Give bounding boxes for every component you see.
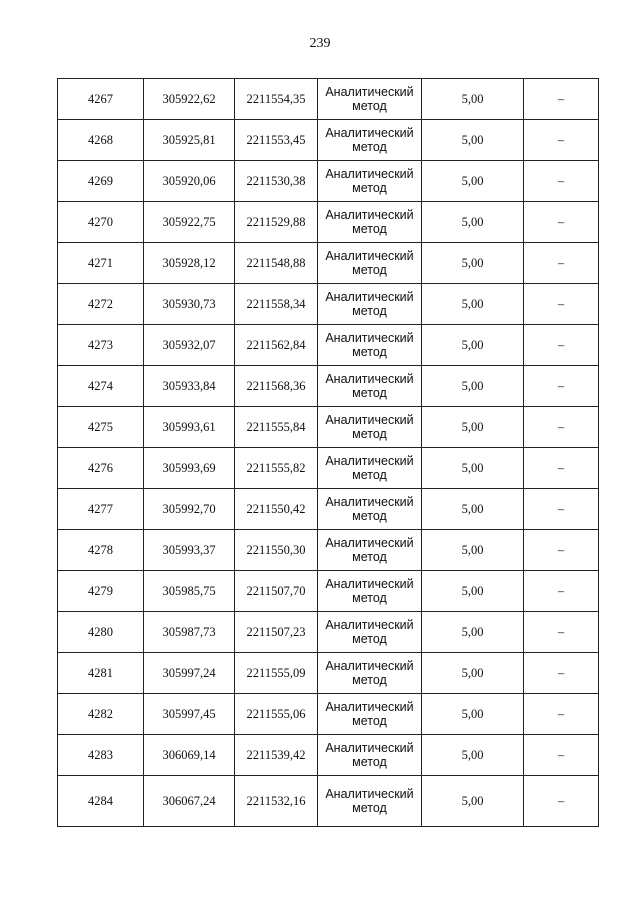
note-cell: – xyxy=(524,448,599,489)
x-coordinate-cell: 305920,06 xyxy=(144,161,235,202)
method-cell xyxy=(318,694,422,735)
accuracy-cell: 5,00 xyxy=(422,530,524,571)
method-line-1: Аналитический xyxy=(325,787,414,801)
method-line-1: Аналитический xyxy=(325,659,414,673)
y-coordinate-cell: 2211555,06 xyxy=(235,694,318,735)
accuracy-cell: 5,00 xyxy=(422,776,524,827)
method-cell xyxy=(318,448,422,489)
method-cell xyxy=(318,735,422,776)
x-coordinate-cell: 305997,45 xyxy=(144,694,235,735)
note-cell: – xyxy=(524,694,599,735)
method-line-1: Аналитический xyxy=(325,700,414,714)
point-number-cell: 4272 xyxy=(58,284,144,325)
accuracy-cell: 5,00 xyxy=(422,407,524,448)
method-line-2: метод xyxy=(352,550,387,564)
method-cell xyxy=(318,284,422,325)
method-line-2: метод xyxy=(352,591,387,605)
y-coordinate-cell: 2211550,42 xyxy=(235,489,318,530)
point-number-cell: 4273 xyxy=(58,325,144,366)
note-cell: – xyxy=(524,776,599,827)
method-line-2: метод xyxy=(352,673,387,687)
method-cell xyxy=(318,243,422,284)
x-coordinate-cell: 305997,24 xyxy=(144,653,235,694)
method-line-1: Аналитический xyxy=(325,331,414,345)
method-cell xyxy=(318,366,422,407)
note-cell: – xyxy=(524,489,599,530)
method-line-1: Аналитический xyxy=(325,741,414,755)
note-cell: – xyxy=(524,366,599,407)
table-row xyxy=(58,530,599,571)
method-line-2: метод xyxy=(352,181,387,195)
table-body xyxy=(58,79,599,827)
table-row xyxy=(58,161,599,202)
method-line-2: метод xyxy=(352,714,387,728)
table-row xyxy=(58,448,599,489)
y-coordinate-cell: 2211529,88 xyxy=(235,202,318,243)
note-cell: – xyxy=(524,161,599,202)
point-number-cell: 4268 xyxy=(58,120,144,161)
y-coordinate-cell: 2211539,42 xyxy=(235,735,318,776)
table-row xyxy=(58,694,599,735)
table-row xyxy=(58,571,599,612)
note-cell: – xyxy=(524,284,599,325)
method-line-2: метод xyxy=(352,509,387,523)
note-cell: – xyxy=(524,735,599,776)
note-cell: – xyxy=(524,407,599,448)
method-line-2: метод xyxy=(352,468,387,482)
accuracy-cell: 5,00 xyxy=(422,325,524,366)
point-number-cell: 4283 xyxy=(58,735,144,776)
table-row xyxy=(58,612,599,653)
y-coordinate-cell: 2211550,30 xyxy=(235,530,318,571)
note-cell: – xyxy=(524,571,599,612)
accuracy-cell: 5,00 xyxy=(422,161,524,202)
table-row xyxy=(58,243,599,284)
table-row xyxy=(58,202,599,243)
note-cell: – xyxy=(524,120,599,161)
method-line-2: метод xyxy=(352,263,387,277)
table-row xyxy=(58,366,599,407)
method-line-1: Аналитический xyxy=(325,618,414,632)
x-coordinate-cell: 305985,75 xyxy=(144,571,235,612)
method-line-2: метод xyxy=(352,801,387,815)
y-coordinate-cell: 2211562,84 xyxy=(235,325,318,366)
note-cell: – xyxy=(524,243,599,284)
method-cell xyxy=(318,489,422,530)
x-coordinate-cell: 305933,84 xyxy=(144,366,235,407)
accuracy-cell: 5,00 xyxy=(422,120,524,161)
method-line-1: Аналитический xyxy=(325,413,414,427)
table-row xyxy=(58,653,599,694)
note-cell: – xyxy=(524,530,599,571)
accuracy-cell: 5,00 xyxy=(422,489,524,530)
x-coordinate-cell: 305930,73 xyxy=(144,284,235,325)
x-coordinate-cell: 305992,70 xyxy=(144,489,235,530)
point-number-cell: 4281 xyxy=(58,653,144,694)
y-coordinate-cell: 2211558,34 xyxy=(235,284,318,325)
table-row xyxy=(58,120,599,161)
method-line-1: Аналитический xyxy=(325,577,414,591)
point-number-cell: 4279 xyxy=(58,571,144,612)
y-coordinate-cell: 2211568,36 xyxy=(235,366,318,407)
point-number-cell: 4274 xyxy=(58,366,144,407)
method-cell xyxy=(318,79,422,120)
method-cell xyxy=(318,530,422,571)
accuracy-cell: 5,00 xyxy=(422,284,524,325)
point-number-cell: 4269 xyxy=(58,161,144,202)
table-row xyxy=(58,735,599,776)
y-coordinate-cell: 2211555,84 xyxy=(235,407,318,448)
accuracy-cell: 5,00 xyxy=(422,366,524,407)
y-coordinate-cell: 2211555,82 xyxy=(235,448,318,489)
method-line-2: метод xyxy=(352,99,387,113)
method-line-1: Аналитический xyxy=(325,85,414,99)
point-number-cell: 4271 xyxy=(58,243,144,284)
method-line-1: Аналитический xyxy=(325,290,414,304)
method-line-1: Аналитический xyxy=(325,495,414,509)
method-line-2: метод xyxy=(352,386,387,400)
method-line-1: Аналитический xyxy=(325,126,414,140)
method-cell xyxy=(318,776,422,827)
y-coordinate-cell: 2211548,88 xyxy=(235,243,318,284)
method-line-1: Аналитический xyxy=(325,454,414,468)
note-cell: – xyxy=(524,653,599,694)
method-cell xyxy=(318,325,422,366)
method-line-2: метод xyxy=(352,632,387,646)
accuracy-cell: 5,00 xyxy=(422,694,524,735)
note-cell: – xyxy=(524,202,599,243)
table-row xyxy=(58,407,599,448)
method-line-2: метод xyxy=(352,222,387,236)
x-coordinate-cell: 305932,07 xyxy=(144,325,235,366)
y-coordinate-cell: 2211532,16 xyxy=(235,776,318,827)
note-cell: – xyxy=(524,612,599,653)
method-cell xyxy=(318,120,422,161)
accuracy-cell: 5,00 xyxy=(422,612,524,653)
table-row xyxy=(58,79,599,120)
method-line-2: метод xyxy=(352,304,387,318)
accuracy-cell: 5,00 xyxy=(422,243,524,284)
point-number-cell: 4270 xyxy=(58,202,144,243)
method-line-1: Аналитический xyxy=(325,536,414,550)
method-cell xyxy=(318,202,422,243)
method-cell xyxy=(318,653,422,694)
x-coordinate-cell: 306069,14 xyxy=(144,735,235,776)
accuracy-cell: 5,00 xyxy=(422,653,524,694)
method-line-1: Аналитический xyxy=(325,167,414,181)
x-coordinate-cell: 305922,75 xyxy=(144,202,235,243)
point-number-cell: 4275 xyxy=(58,407,144,448)
x-coordinate-cell: 305928,12 xyxy=(144,243,235,284)
point-number-cell: 4278 xyxy=(58,530,144,571)
page-number: 239 xyxy=(309,36,331,51)
point-number-cell: 4276 xyxy=(58,448,144,489)
y-coordinate-cell: 2211553,45 xyxy=(235,120,318,161)
method-line-1: Аналитический xyxy=(325,208,414,222)
x-coordinate-cell: 305922,62 xyxy=(144,79,235,120)
method-line-2: метод xyxy=(352,427,387,441)
point-number-cell: 4280 xyxy=(58,612,144,653)
x-coordinate-cell: 305993,69 xyxy=(144,448,235,489)
x-coordinate-cell: 305993,37 xyxy=(144,530,235,571)
method-cell xyxy=(318,612,422,653)
method-line-1: Аналитический xyxy=(325,372,414,386)
point-number-cell: 4267 xyxy=(58,79,144,120)
method-line-2: метод xyxy=(352,345,387,359)
coordinates-table xyxy=(57,78,599,827)
note-cell: – xyxy=(524,79,599,120)
method-cell xyxy=(318,407,422,448)
point-number-cell: 4282 xyxy=(58,694,144,735)
y-coordinate-cell: 2211554,35 xyxy=(235,79,318,120)
x-coordinate-cell: 305987,73 xyxy=(144,612,235,653)
x-coordinate-cell: 306067,24 xyxy=(144,776,235,827)
y-coordinate-cell: 2211507,23 xyxy=(235,612,318,653)
method-line-1: Аналитический xyxy=(325,249,414,263)
x-coordinate-cell: 305925,81 xyxy=(144,120,235,161)
method-cell xyxy=(318,161,422,202)
point-number-cell: 4284 xyxy=(58,776,144,827)
table-row xyxy=(58,489,599,530)
accuracy-cell: 5,00 xyxy=(422,571,524,612)
method-cell xyxy=(318,571,422,612)
note-cell: – xyxy=(524,325,599,366)
method-line-2: метод xyxy=(352,755,387,769)
table-row xyxy=(58,325,599,366)
point-number-cell: 4277 xyxy=(58,489,144,530)
x-coordinate-cell: 305993,61 xyxy=(144,407,235,448)
table-row xyxy=(58,776,599,827)
accuracy-cell: 5,00 xyxy=(422,79,524,120)
y-coordinate-cell: 2211530,38 xyxy=(235,161,318,202)
y-coordinate-cell: 2211507,70 xyxy=(235,571,318,612)
accuracy-cell: 5,00 xyxy=(422,735,524,776)
accuracy-cell: 5,00 xyxy=(422,202,524,243)
y-coordinate-cell: 2211555,09 xyxy=(235,653,318,694)
accuracy-cell: 5,00 xyxy=(422,448,524,489)
table-row xyxy=(58,284,599,325)
method-line-2: метод xyxy=(352,140,387,154)
